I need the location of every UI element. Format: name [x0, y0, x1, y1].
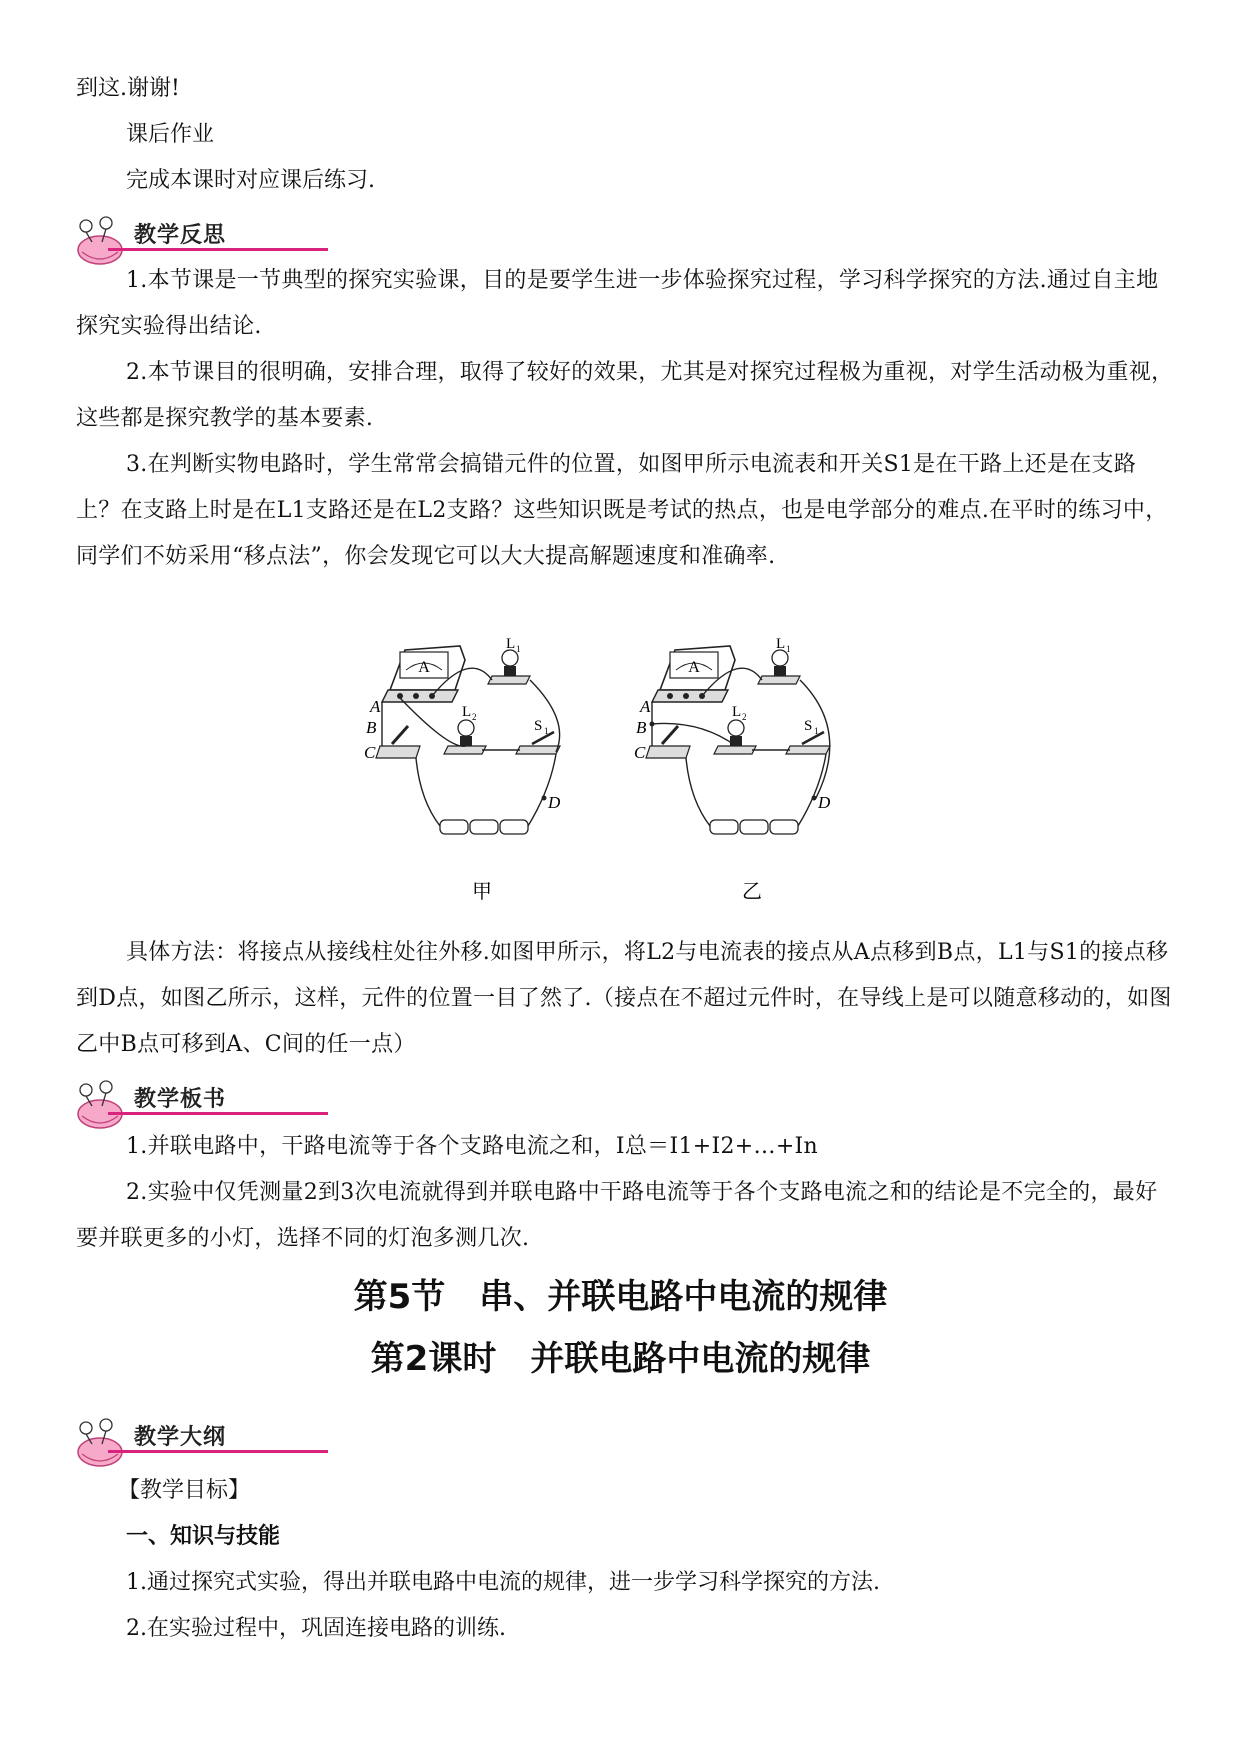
point-A: A — [640, 697, 651, 716]
figure-caption-right: 乙 — [742, 881, 762, 903]
meter-label: A — [418, 659, 430, 676]
label-L2-sub: 2 — [472, 712, 477, 722]
text-line: 到这.谢谢! — [76, 76, 180, 101]
label-L2-sub: 2 — [742, 712, 747, 722]
circuit-figure — [364, 636, 890, 920]
circuit-diagram-left — [364, 636, 561, 903]
section-title: 第5节 串、并联电路中电流的规律 — [353, 1277, 888, 1317]
outline-item-2: 2.在实验过程中，巩固连接电路的训练. — [126, 1616, 506, 1641]
point-D: D — [818, 793, 831, 812]
badge-label: 教学反思 — [134, 223, 227, 248]
badge-label: 教学板书 — [134, 1087, 227, 1112]
figure-caption-left: 甲 — [472, 881, 492, 903]
label-S1: S — [534, 718, 543, 734]
label-L1-sub: 1 — [786, 644, 791, 654]
meter-label: A — [688, 659, 700, 676]
reflection-paragraph-3: 3.在判断实物电路时，学生常常会搞错元件的位置，如图甲所示电流表和开关S1是在干路上还是在支路上？在支路上时是在L1支路还是在L2支路？这些知识既是考试的热点，也是电学部分的难点.在平时的练习中，同学们不妨采用“移点法”，你会发现它可以大大提高解题速度和准确率. — [76, 452, 1168, 569]
teaching-goal-heading: 【教学目标】 — [118, 1478, 251, 1503]
board-paragraph-1: 1.并联电路中，干路电流等于各个支路电流之和，I总＝I1+I2+…+In — [126, 1134, 819, 1159]
flower-pot-icon — [72, 1418, 132, 1470]
homework-title: 课后作业 — [126, 122, 215, 147]
section-badge-outline — [72, 1418, 262, 1468]
label-S1-sub: 1 — [814, 726, 819, 736]
knowledge-skill-heading: 一、知识与技能 — [126, 1524, 281, 1549]
badge-label: 教学大纲 — [134, 1425, 227, 1450]
label-L2: L — [732, 704, 742, 720]
label-S1-sub: 1 — [544, 726, 549, 736]
reflection-paragraph-2: 2.本节课目的很明确，安排合理，取得了较好的效果，尤其是对探究过程极为重视，对学生活动极为重视，这些都是探究教学的基本要素. — [76, 360, 1174, 431]
point-B: B — [636, 718, 647, 737]
outline-item-1: 1.通过探究式实验，得出并联电路中电流的规律，进一步学习科学探究的方法. — [126, 1570, 880, 1595]
label-S1: S — [804, 718, 813, 734]
circuit-diagram-right — [634, 636, 831, 903]
label-L1: L — [506, 636, 516, 652]
homework-text: 完成本课时对应课后练习. — [126, 168, 375, 193]
point-C: C — [364, 743, 376, 762]
label-L2: L — [462, 704, 472, 720]
label-L1: L — [776, 636, 786, 652]
reflection-paragraph-1: 1.本节课是一节典型的探究实验课，目的是要学生进一步体验探究过程，学习科学探究的方法.通过自主地探究实验得出结论. — [76, 268, 1159, 339]
label-L1-sub: 1 — [516, 644, 521, 654]
point-A: A — [370, 697, 381, 716]
point-C: C — [634, 743, 646, 762]
point-D: D — [548, 793, 561, 812]
section-badge-board — [72, 1080, 262, 1130]
method-paragraph: 具体方法：将接点从接线柱处往外移.如图甲所示，将L2与电流表的接点从A点移到B点，L1与S1的接点移到D点，如图乙所示，这样，元件的位置一目了然了.（接点在不超过元件时，在导线上是可以随意移动的，如图乙中B点可移到A、C间的任一点） — [76, 940, 1172, 1057]
point-B: B — [366, 718, 377, 737]
lesson-subtitle: 第2课时 并联电路中电流的规律 — [370, 1339, 871, 1379]
board-paragraph-2: 2.实验中仅凭测量2到3次电流就得到并联电路中干路电流等于各个支路电流之和的结论是不完全的，最好要并联更多的小灯，选择不同的灯泡多测几次. — [76, 1180, 1158, 1251]
